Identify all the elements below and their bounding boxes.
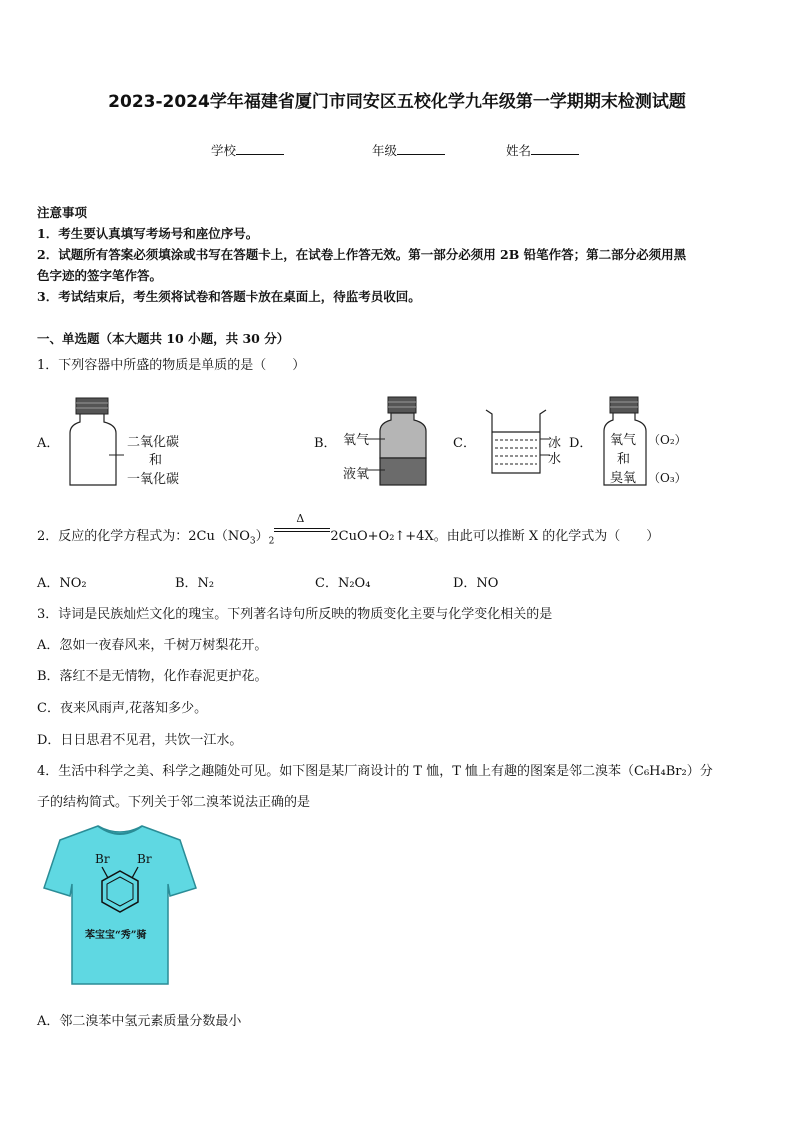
q2-stem-part: 2CuO+O₂↑+4X。由此可以推断 X 的化学式为（ ） <box>330 529 660 544</box>
br-label-1: Br <box>95 852 110 866</box>
q1-option-b-letter: B． <box>314 436 337 451</box>
q4-option-a[interactable]: A．邻二溴苯中氢元素质量分数最小 <box>37 1014 242 1029</box>
question-4-stem-line2: 子的结构简式。下列关于邻二溴苯说法正确的是 <box>37 795 311 810</box>
q1-option-a-letter: A． <box>37 436 60 451</box>
q1-c-bottom-label: 水 <box>548 452 562 467</box>
section-heading: 一、单选题（本大题共 10 小题，共 30 分） <box>37 331 290 346</box>
question-4-stem-line1: 4．生活中科学之美、科学之趣随处可见。如下图是某厂商设计的 T 恤，T 恤上有趣的图案是邻二溴苯（C₆H₄Br₂）分 <box>37 764 713 779</box>
school-field <box>211 141 284 159</box>
q1-d-label-3: 臭氧 <box>610 471 637 486</box>
q1-d-label-2: 和 <box>617 452 631 467</box>
br-label-2: Br <box>137 852 152 866</box>
q2-option-d[interactable]: D．NO <box>453 576 499 591</box>
school-label: 学校 <box>211 143 237 158</box>
q2-subscript: 3 <box>249 536 256 547</box>
grade-field <box>372 141 445 159</box>
shirt-caption: 苯宝宝“秀”骑 <box>85 930 147 941</box>
name-field <box>506 141 579 159</box>
bottle-a-icon <box>62 395 132 490</box>
q1-option-d-letter: D． <box>569 436 593 451</box>
q2-option-a[interactable]: A．NO₂ <box>37 576 87 591</box>
q3-option-c[interactable]: C．夜来风雨声,花落知多少。 <box>37 701 208 716</box>
q2-subscript: 2 <box>268 536 275 547</box>
page-title: 2023-2024学年福建省厦门市同安区五校化学九年级第一学期期末检测试题 <box>108 92 686 112</box>
tshirt-figure <box>40 822 200 992</box>
b-pointer-lines <box>365 434 385 474</box>
q1-d-formula-1: （O₂） <box>648 433 687 447</box>
grade-label: 年级 <box>372 143 398 158</box>
q1-c-top-label: 冰 <box>548 436 562 451</box>
q3-option-d[interactable]: D．日日思君不见君，共饮一江水。 <box>37 733 243 748</box>
grade-blank[interactable] <box>397 142 445 155</box>
reaction-arrow <box>274 512 330 540</box>
name-blank[interactable] <box>531 142 579 155</box>
q1-d-label-1: 氧气 <box>610 433 637 448</box>
school-blank[interactable] <box>236 142 284 155</box>
question-1-stem: 1．下列容器中所盛的物质是单质的是（ ） <box>37 358 306 373</box>
q1-a-label-2: 和 <box>149 453 163 468</box>
notice-heading: 注意事项 <box>37 205 88 220</box>
delta-symbol: Δ <box>296 512 305 525</box>
question-2-stem <box>37 512 660 547</box>
notice-item: 色字迹的签字笔作答。 <box>37 268 163 283</box>
q2-stem-part: 2．反应的化学方程式为：2Cu（NO <box>37 529 250 544</box>
q1-a-label-1: 二氧化碳 <box>127 435 180 450</box>
notice-item: 2．试题所有答案必须填涂或书写在答题卡上，在试卷上作答无效。第一部分必须用 2B 铅笔作答；第二部分必须用黑 <box>37 247 687 262</box>
q2-stem-part: ） <box>255 529 269 544</box>
name-label: 姓名 <box>506 143 532 158</box>
q2-option-b[interactable]: B．N₂ <box>175 576 215 591</box>
question-3-stem: 3．诗词是民族灿烂文化的瑰宝。下列著名诗句所反映的物质变化主要与化学变化相关的是 <box>37 607 553 622</box>
q1-b-bottom-label: 液氧 <box>343 467 370 482</box>
notice-item: 1．考生要认真填写考场号和座位序号。 <box>37 226 259 241</box>
q2-option-c[interactable]: C．N₂O₄ <box>315 576 371 591</box>
notice-item: 3．考试结束后，考生须将试卷和答题卡放在桌面上，待监考员收回。 <box>37 289 421 304</box>
beaker-c-icon <box>484 408 550 478</box>
q1-a-label-3: 一氧化碳 <box>127 472 180 487</box>
q3-option-a[interactable]: A．忽如一夜春风来，千树万树梨花开。 <box>37 638 268 653</box>
q1-d-formula-2: （O₃） <box>648 471 687 485</box>
q1-b-top-label: 氧气 <box>343 433 370 448</box>
q1-option-c-letter: C． <box>453 436 476 451</box>
q3-option-b[interactable]: B．落红不是无情物，化作春泥更护花。 <box>37 669 268 684</box>
